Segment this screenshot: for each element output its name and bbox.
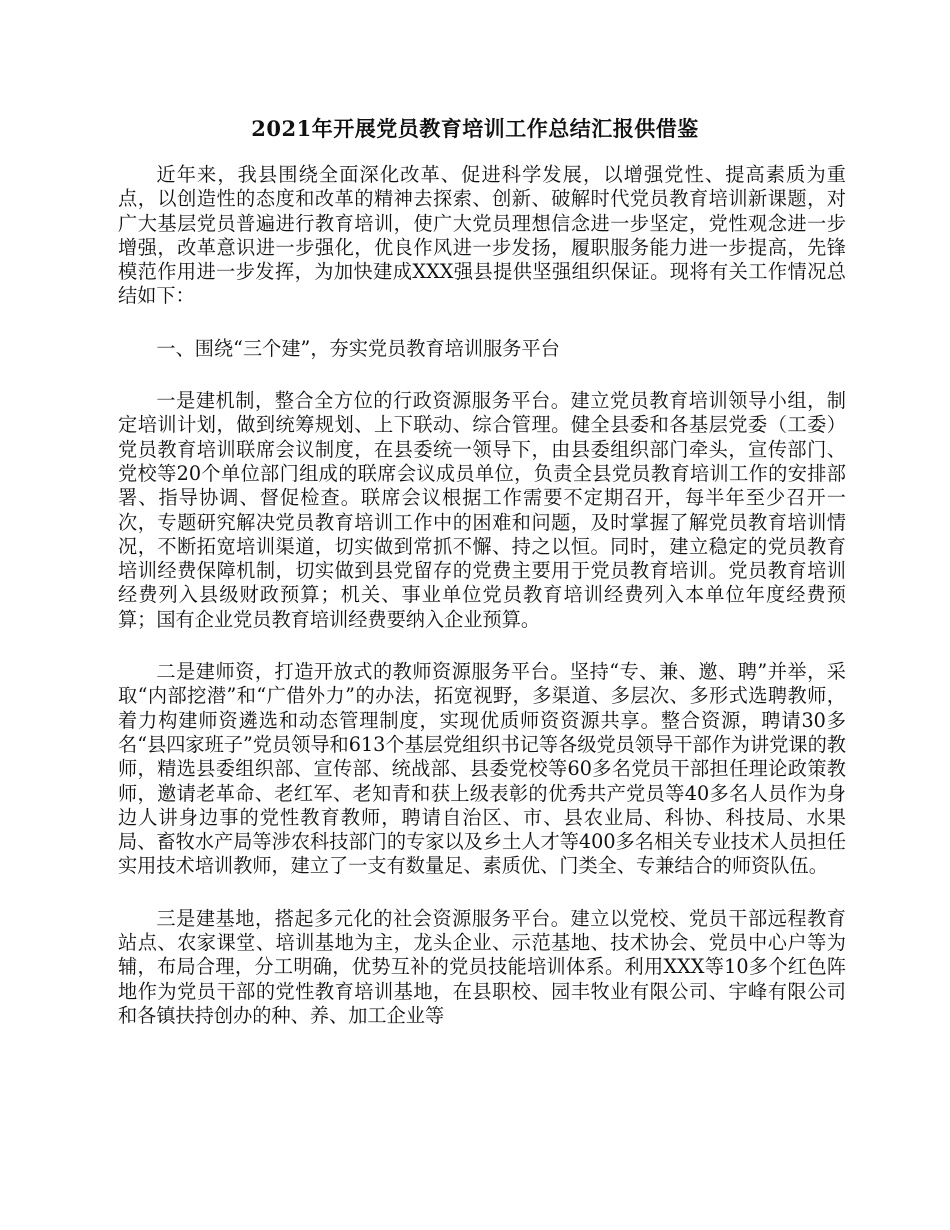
- body-paragraph: 一是建机制，整合全方位的行政资源服务平台。建立党员教育培训领导小组，制定培训计划，做到统筹规划、上下联动、综合管理。健全县委和各基层党委（工委）党员教育培训联席会议制度，在县委统一领导下，由县委组织部门牵头，宣传部门、党校等20个单位部门组成的联席会议成员单位，负责全县党员教育培训工作的安排部署、指导协调、督促检查。联席会议根据工作需要不定期召开，每半年至少召开一次，专题研究解决党员教育培训工作中的困难和问题，及时掌握了解党员教育培训情况，不断拓宽培训渠道，切实做到常抓不懈、持之以恒。同时，建立稳定的党员教育培训经费保障机制，切实做到县党留存的党费主要用于党员教育培训。党员教育培训经费列入县级财政预算；机关、事业单位党员教育培训经费列入本单位年度经费预算；国有企业党员教育培训经费要纳入企业预算。: [118, 389, 846, 631]
- document-title: 2021年开展党员教育培训工作总结汇报供借鉴: [251, 116, 699, 141]
- document-body: [118, 163, 846, 1056]
- body-paragraph: 三是建基地，搭起多元化的社会资源服务平台。建立以党校、党员干部远程教育站点、农家课堂、培训基地为主，龙头企业、示范基地、技术协会、党员中心户等为辅，布局合理，分工明确，优势互补的党员技能培训体系。利用XXX等10多个红色阵地作为党员干部的党性教育培训基地，在县职校、园丰牧业有限公司、宇峰有限公司和各镇扶持创办的种、养、加工企业等: [118, 906, 846, 1027]
- body-paragraph: 二是建师资，打造开放式的教师资源服务平台。坚持“专、兼、邀、聘”并举，采取“内部挖潜”和“广借外力”的办法，拓宽视野，多渠道、多层次、多形式选聘教师，着力构建师资遴选和动态管理制度，实现优质师资资源共享。整合资源，聘请30多名“县四家班子”党员领导和613个基层党组织书记等各级党员领导干部作为讲党课的教师，精选县委组织部、宣传部、统战部、县委党校等60多名党员干部担任理论政策教师，邀请老革命、老红军、老知青和获上级表彰的优秀共产党员等40多名人员作为身边人讲身边事的党性教育教师，聘请自治区、市、县农业局、科协、科技局、水果局、畜牧水产局等涉农科技部门的专家以及乡土人才等400多名相关专业技术人员担任实用技术培训教师，建立了一支有数量足、素质优、门类全、专兼结合的师资队伍。: [118, 660, 846, 878]
- intro-paragraph: 近年来，我县围绕全面深化改革、促进科学发展，以增强党性、提高素质为重点，以创造性的态度和改革的精神去探索、创新、破解时代党员教育培训新课题，对广大基层党员普遍进行教育培训，使广大党员理想信念进一步坚定，党性观念进一步增强，改革意识进一步强化，优良作风进一步发扬，履职服务能力进一步提高，先锋模范作用进一步发挥，为加快建成XXX强县提供坚强组织保证。现将有关工作情况总结如下：: [118, 163, 846, 308]
- section-heading: 一、围绕“三个建”，夯实党员教育培训服务平台: [156, 336, 560, 360]
